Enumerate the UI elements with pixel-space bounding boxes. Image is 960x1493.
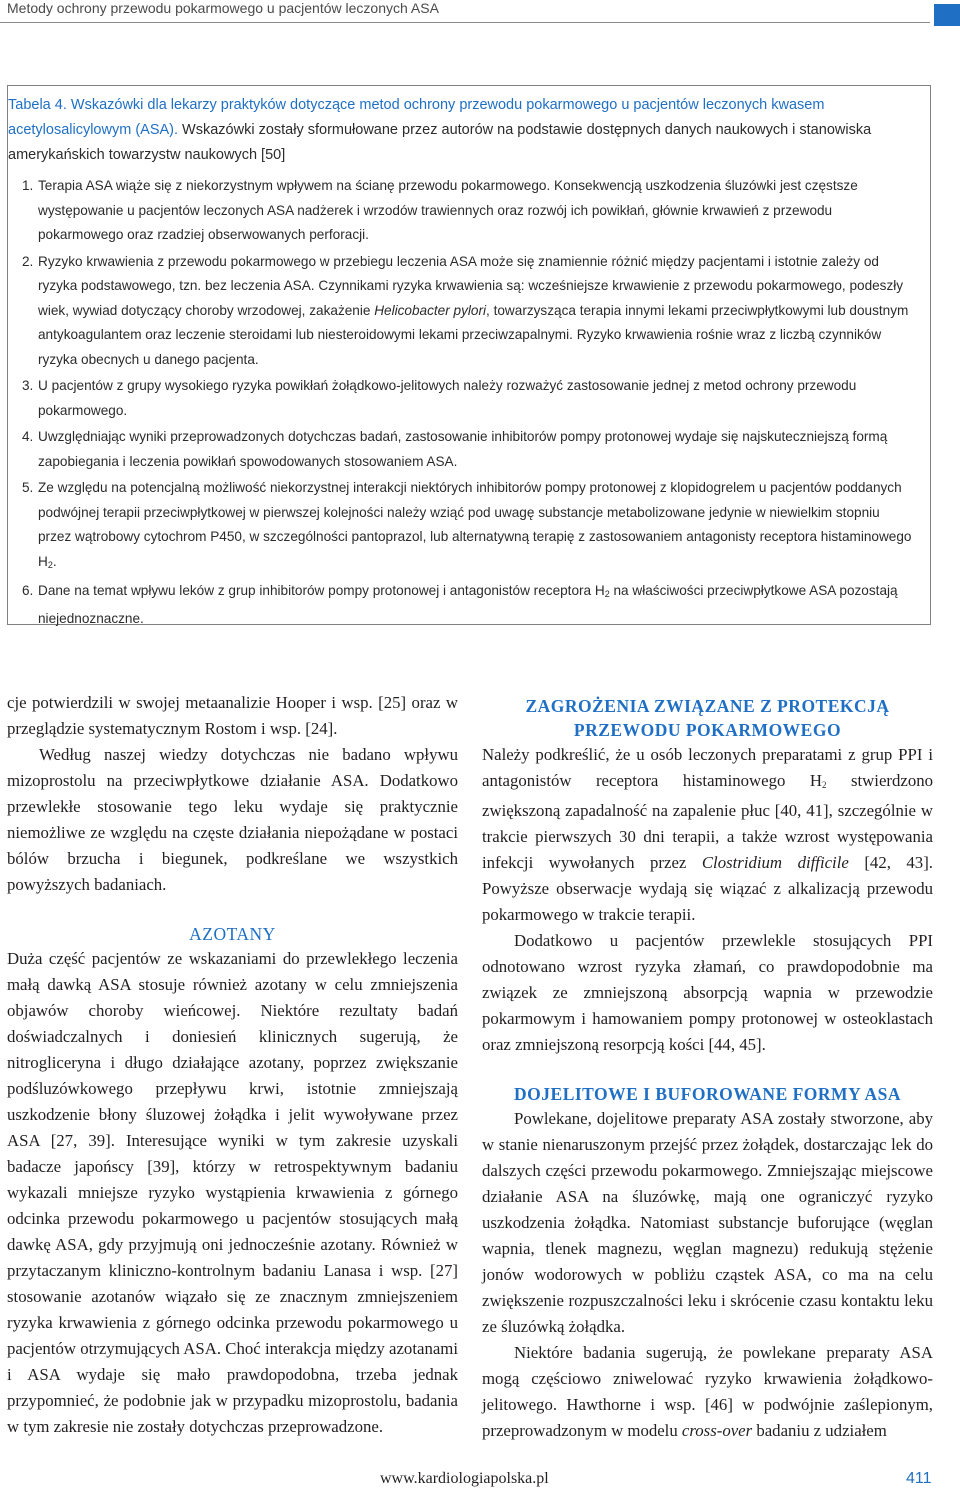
header-rule: [0, 22, 930, 23]
text-run: Należy podkreślić, że u osób leczonych preparatami z grup PPI i antagonistów receptora histaminowego H: [482, 745, 933, 790]
paragraph: Według naszej wiedzy dotychczas nie badano wpływu mizoprostolu na przeciwpłytkowe działanie ASA. Dodatkowo przewlekłe stosowanie tego leku wydaje się praktycznie niemożliwe ze względu na częste działania niepożądane w postaci bólów brzucha i biegunek, podkreślane we wszystkich powyższych badaniach.: [7, 745, 458, 894]
list-item: [8, 374, 913, 423]
section-heading-zagrozenia: ZAGROŻENIA ZWIĄZANE Z PROTEKCJĄ PRZEWODU POKARMOWEGO: [525, 696, 890, 740]
paragraph: Duża część pacjentów ze wskazaniami do przewlekłego leczenia małą dawką ASA stosuje również azotany w celu zmniejszenia objawów choroby wieńcowej. Niektóre rezultaty badań doświadczalnych i doniesień klinicznych sugerują, że nitrogliceryna i długo działające azotany, poprzez zwiększanie podśluzówkowego przepływu krwi, istotnie zmniejszają uszkodzenie błony śluzowej żołądka i jelit wywoływane przez ASA [27, 39]. Interesujące wyniki w tym zakresie uzyskali badacze japońscy [39], którzy w retrospektywnym badaniu wykazali mniejsze ryzyko wystąpienia krwawienia z górnego odcinka przewodu pokarmowego u pacjentów stosujących małą dawkę ASA, gdy przyjmują oni jednocześnie azotany. Również w przytaczanym kliniczno-kontrolnym badaniu Lanasa i wsp. [27] stosowanie azotanów wiązało się ze znacznym zmniejszeniem ryzyka krwawienia z górnego odcinka przewodu pokarmowego u pacjentów otrzymujących ASA. Choć interakcja między azotanami i ASA wydaje się mało prawdopodobna, trzeba jednak przypomnieć, że podobnie jak w przypadku mizoprostolu, badania w tym zakresie nie zostały dotychczas przeprowadzone.: [7, 949, 458, 1436]
text-run: Niektóre badania sugerują, że powlekane preparaty ASA mogą częściowo zniwelować ryzyko krwawienia żołądkowo-jelitowego. Hawthorne i wsp. [46] w podwójnie zaślepionym, przeprowadzonym w modelu: [482, 1343, 933, 1440]
item-text: Ze względu na potencjalną możliwość niekorzystnej interakcji niektórych inhibitorów pompy protonowej z klopidogrelem u pacjentów poddanych podwójnej terapii przeciwpłytkowej w pierwszej kolejności należy wziąć pod uwagę substancje metabolizowane jedynie w niewielkim stopniu przez wątrobowy cytochrom P450, w szczególności pantoprazol, lub alternatywną terapię z zastosowaniem antagonisty receptora histaminowego H: [38, 480, 912, 569]
item-number: 5.: [22, 480, 34, 495]
list-item: [8, 476, 913, 577]
item-number: 2.: [22, 253, 34, 269]
text-run: stwierdzono zwiększoną zapadalność na zapalenie płuc [40, 41], szczególnie w trakcie pierwszych 30 dni terapii, a także wzrost występowania infekcji wywołanych przez: [482, 771, 933, 872]
item-number: 1.: [22, 178, 34, 193]
recommendation-list: [8, 174, 913, 633]
list-item: [8, 250, 913, 373]
list-item: [8, 174, 913, 248]
item-number: 3.: [22, 378, 34, 393]
item-text: na właściwości przeciwpłytkowe ASA pozostają niejednoznaczne.: [38, 583, 898, 626]
corner-color-mark: [934, 4, 960, 26]
item-number: 4.: [22, 429, 34, 444]
footer-url[interactable]: www.kardiologiapolska.pl: [380, 1470, 549, 1487]
paragraph: Powlekane, dojelitowe preparaty ASA zostały stworzone, aby w stanie nienaruszonym przejść przez żołądek, dostarczając lek do dalszych części przewodu pokarmowego. Zmniejszając miejscowe działanie ASA na śluzówkę, mają one ograniczyć ryzyko uszkodzenia żołądka. Natomiast substancje buforujące (węglan wapnia, tlenek magnezu, węglan magnezu) redukują stężenie jonów wodorowych w pobliżu cząstek ASA, co ma na celu zwiększenie rozpuszczalności leku i skrócenie czasu kontaktu leku ze śluzówką żołądka.: [482, 1109, 933, 1336]
text-run: badaniu z udziałem: [752, 1421, 887, 1440]
item-number: 6.: [22, 583, 34, 598]
paragraph: Dodatkowo u pacjentów przewlekle stosujących PPI odnotowano wzrost ryzyka złamań, co prawdopodobnie ma związek ze zmniejszoną absorpcją wapnia w przewodzie pokarmowym i hamowaniem pompy protonowej w osteoklastach oraz zmniejszoną resorpcją kości [44, 45].: [482, 931, 933, 1054]
paragraph: cje potwierdzili w swojej metaanalizie Hooper i wsp. [25] oraz w przeglądzie systematycznym Rostom i wsp. [24].: [7, 693, 458, 738]
table-box: [7, 85, 931, 625]
item-text: Uwzględniając wyniki przeprowadzonych dotychczas badań, zastosowanie inhibitorów pompy protonowej wydaje się najskuteczniejszą formą zapobiegania i leczenia powikłań spowodowanych stosowaniem ASA.: [38, 429, 888, 469]
page-number: 411: [906, 1470, 932, 1487]
item-text: .: [52, 553, 57, 569]
item-text: Ryzyko krwawienia z przewodu pokarmowego w przebiegu leczenia ASA może się znamiennie różnić między pacjentami i istotnie zależy od ryzyka podstawowego, tzn. bez leczenia ASA. Czynnikami ryzyka krwawienia są: wcześniejsze krwawienie z przewodu pokarmowego, podeszły wiek, wywiad dotyczący choroby wrzodowej, zakażenie: [38, 253, 904, 318]
left-column: [7, 690, 458, 1440]
right-column: [482, 690, 933, 1444]
list-item: [8, 425, 913, 474]
item-text: U pacjentów z grupy wysokiego ryzyka powikłań żołądkowo-jelitowych należy rozważyć zastosowanie jednej z metod ochrony przewodu pokarmowego.: [38, 378, 857, 418]
section-heading-dojelitowe: DOJELITOWE I BUFOROWANE FORMY ASA: [514, 1084, 901, 1104]
item-italic: Helicobacter pylori: [374, 302, 487, 318]
table-title: Wskazówki dla lekarzy praktyków dotyczące metod ochrony przewodu pokarmowego u pacjentów leczonych kwasem acetylosalicylowym (ASA).: [8, 97, 825, 138]
section-heading-azotany: AZOTANY: [189, 924, 276, 944]
table-label: Tabela 4.: [8, 97, 67, 113]
subscript: 2: [822, 780, 827, 790]
italic-term: Clostridium difficile: [701, 853, 849, 872]
item-text: Dane na temat wpływu leków z grup inhibitorów pompy protonowej i antagonistów receptora H: [38, 583, 605, 598]
running-header: Metody ochrony przewodu pokarmowego u pacjentów leczonych ASA: [7, 0, 439, 16]
list-item: [8, 579, 913, 631]
paragraph: [482, 1340, 933, 1444]
italic-term: cross-over: [681, 1421, 753, 1440]
table-caption: [8, 93, 913, 168]
table-note: Wskazówki zostały sformułowane przez autorów na podstawie dostępnych danych naukowych i stanowiska amerykańskich towarzystw naukowych [50]: [8, 122, 872, 163]
paragraph: [482, 742, 933, 928]
subscript: 2: [47, 559, 53, 570]
text-run: [42, 43]. Powyższe obserwacje wydają się wiązać z alkalizacją przewodu pokarmowego w trakcie terapii.: [482, 853, 933, 924]
item-text: , towarzysząca terapia innymi lekami przeciwpłytkowymi lub doustnym antykoagulantem oraz leczenie steroidami lub niesteroidowymi lekami przeciwzapalnymi. Ryzyko krwawienia rośnie wraz z liczbą czynników ryzyka obecnych u danego pacjenta.: [38, 302, 909, 367]
subscript: 2: [604, 589, 610, 599]
item-text: Terapia ASA wiąże się z niekorzystnym wpływem na ścianę przewodu pokarmowego. Konsekwencją uszkodzenia śluzówki jest częstsze występowanie u pacjentów leczonych ASA nadżerek i wrzodów trawiennych oraz rozwój ich powikłań, głównie krwawień z przewodu pokarmowego oraz rzadziej obserwowanych perforacji.: [38, 178, 858, 242]
